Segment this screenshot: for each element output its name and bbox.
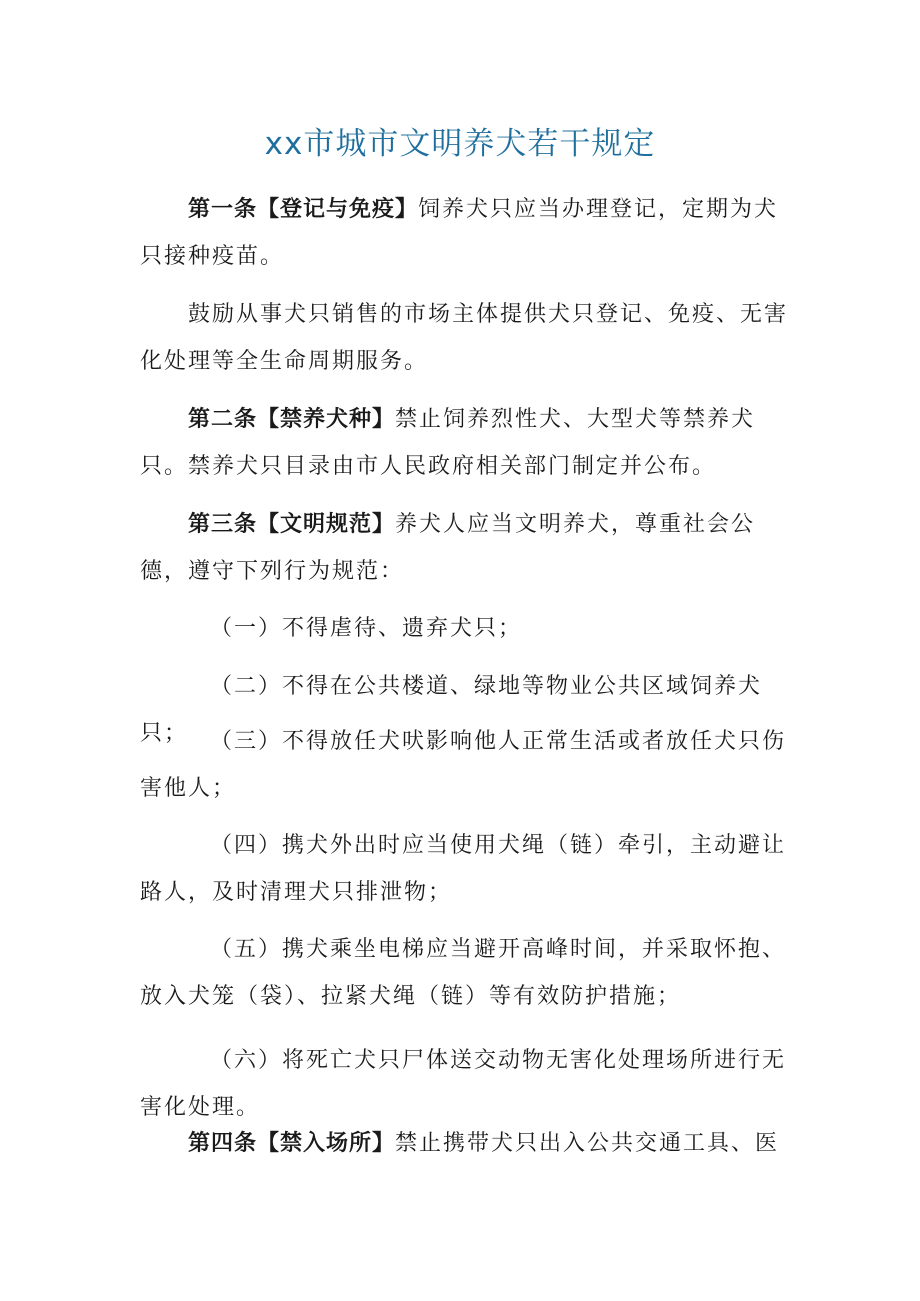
document-title: xx市城市文明养犬若干规定 <box>264 126 656 162</box>
item-text: （四）携犬外出时应当使用犬绳（链）牵引，主动避让路人，及时清理犬只排泄物； <box>140 833 787 905</box>
item-text: （六）将死亡犬只尸体送交动物无害化处理场所进行无害化处理。 <box>140 1048 787 1120</box>
item-text: （一）不得虐待、遗弃犬只； <box>210 616 523 641</box>
article-text: 鼓励从事犬只销售的市场主体提供犬只登记、免疫、无害化处理等全生命周期服务。 <box>140 302 789 374</box>
article-heading: 第一条【登记与免疫】 <box>188 197 419 222</box>
article-4 <box>140 1120 790 1167</box>
article-1 <box>140 186 790 280</box>
article-text: 养犬人应当文明养犬，尊重社会公德，遵守下列行为规范： <box>140 512 756 584</box>
article-text: 禁止携带犬只出入公共交通工具、医 <box>395 1131 780 1156</box>
article-3-item-5 <box>140 926 790 1020</box>
article-text: 饲养犬只应当办理登记，定期为犬只接种疫苗。 <box>140 197 779 269</box>
article-3-item-3 <box>140 718 790 812</box>
article-1-paragraph-2 <box>140 291 790 385</box>
article-3-item-1 <box>140 605 790 652</box>
article-heading: 第三条【文明规范】 <box>188 512 396 537</box>
article-text: 禁止饲养烈性犬、大型犬等禁养犬只。禁养犬只目录由市人民政府相关部门制定并公布。 <box>140 407 756 479</box>
item-text: （二）不得在公共楼道、绿地等物业公共区域饲养犬只； <box>140 674 763 746</box>
article-heading: 第二条【禁养犬种】 <box>188 407 396 432</box>
article-3 <box>140 501 790 595</box>
article-3-item-4 <box>140 822 790 916</box>
article-2 <box>140 396 790 490</box>
article-heading: 第四条【禁入场所】 <box>188 1131 396 1156</box>
item-text: （三）不得放任犬吠影响他人正常生活或者放任犬只伤害他人； <box>140 729 787 801</box>
item-text: （五）携犬乘坐电梯应当避开高峰时间，并采取怀抱、放入犬笼（袋）、拉紧犬绳（链）等有效防护措施； <box>140 937 787 1009</box>
article-3-item-6 <box>140 1037 790 1131</box>
